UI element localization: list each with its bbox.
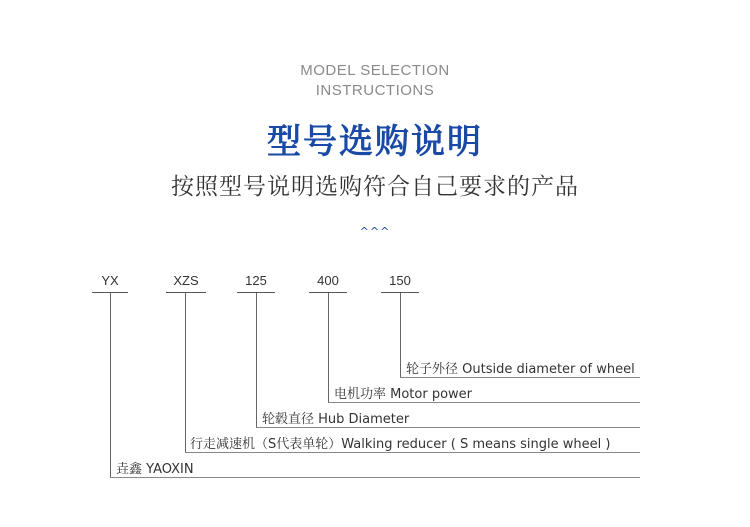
code-150: 150 — [389, 273, 411, 288]
desc-wheel-diameter: 轮子外径 Outside diameter of wheel — [406, 362, 635, 377]
desc-line-xzs — [185, 452, 640, 453]
desc-line-125 — [256, 427, 640, 428]
english-heading-line2: INSTRUCTIONS — [315, 82, 435, 99]
page-subtitle: 按照型号说明选购符合自己要求的产品 — [171, 174, 579, 200]
english-heading-line1: MODEL SELECTION — [300, 62, 450, 79]
desc-brand: 垚鑫 YAOXIN — [116, 462, 194, 477]
code-xzs: XZS — [173, 273, 199, 288]
desc-motor-power: 电机功率 Motor power — [334, 387, 473, 402]
connector-400 — [328, 293, 329, 402]
page-title: 型号选购说明 — [267, 122, 483, 162]
code-400: 400 — [317, 273, 339, 288]
connector-xzs — [185, 293, 186, 452]
desc-line-yx — [110, 477, 640, 478]
desc-hub-diameter: 轮毂直径 Hub Diameter — [262, 412, 410, 427]
code-underline-xzs — [166, 292, 206, 293]
desc-line-150 — [400, 377, 640, 378]
desc-line-400 — [328, 402, 640, 403]
connector-150 — [400, 293, 401, 377]
connector-125 — [256, 293, 257, 427]
caret-decoration: ^^^ — [359, 225, 391, 238]
code-125: 125 — [245, 273, 267, 288]
desc-walking-reducer: 行走减速机（S代表单轮）Walking reducer ( S means single wheel ) — [190, 437, 611, 452]
connector-yx — [110, 293, 111, 477]
code-yx: YX — [101, 273, 119, 288]
